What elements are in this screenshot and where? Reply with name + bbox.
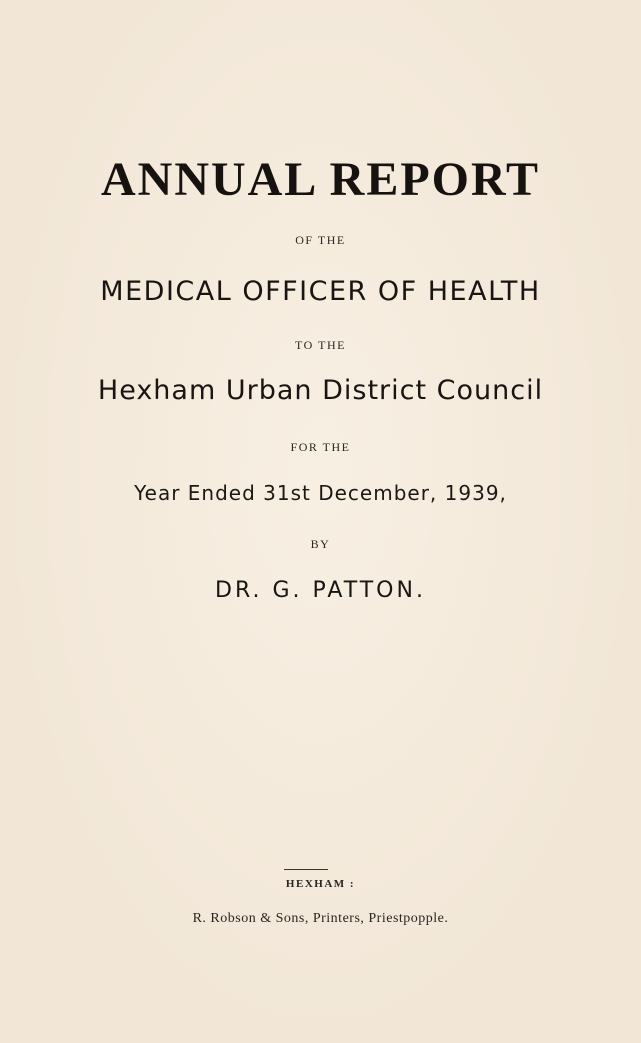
connector-of-the: OF THE [295, 233, 346, 247]
imprint-divider [284, 869, 328, 870]
council-name: Hexham Urban District Council [97, 375, 544, 406]
report-title: ANNUAL REPORT [100, 153, 540, 206]
connector-to-the: TO THE [295, 338, 346, 352]
imprint-printer: R. Robson & Sons, Printers, Priestpopple. [192, 911, 449, 926]
report-period: Year Ended 31st December, 1939, [134, 481, 507, 505]
connector-by: BY [310, 537, 331, 551]
report-author: DR. G. PATTON. [215, 578, 426, 603]
connector-for-the: FOR THE [290, 440, 351, 454]
imprint-place: HEXHAM : [285, 878, 356, 890]
report-subtitle: MEDICAL OFFICER OF HEALTH [100, 276, 541, 307]
